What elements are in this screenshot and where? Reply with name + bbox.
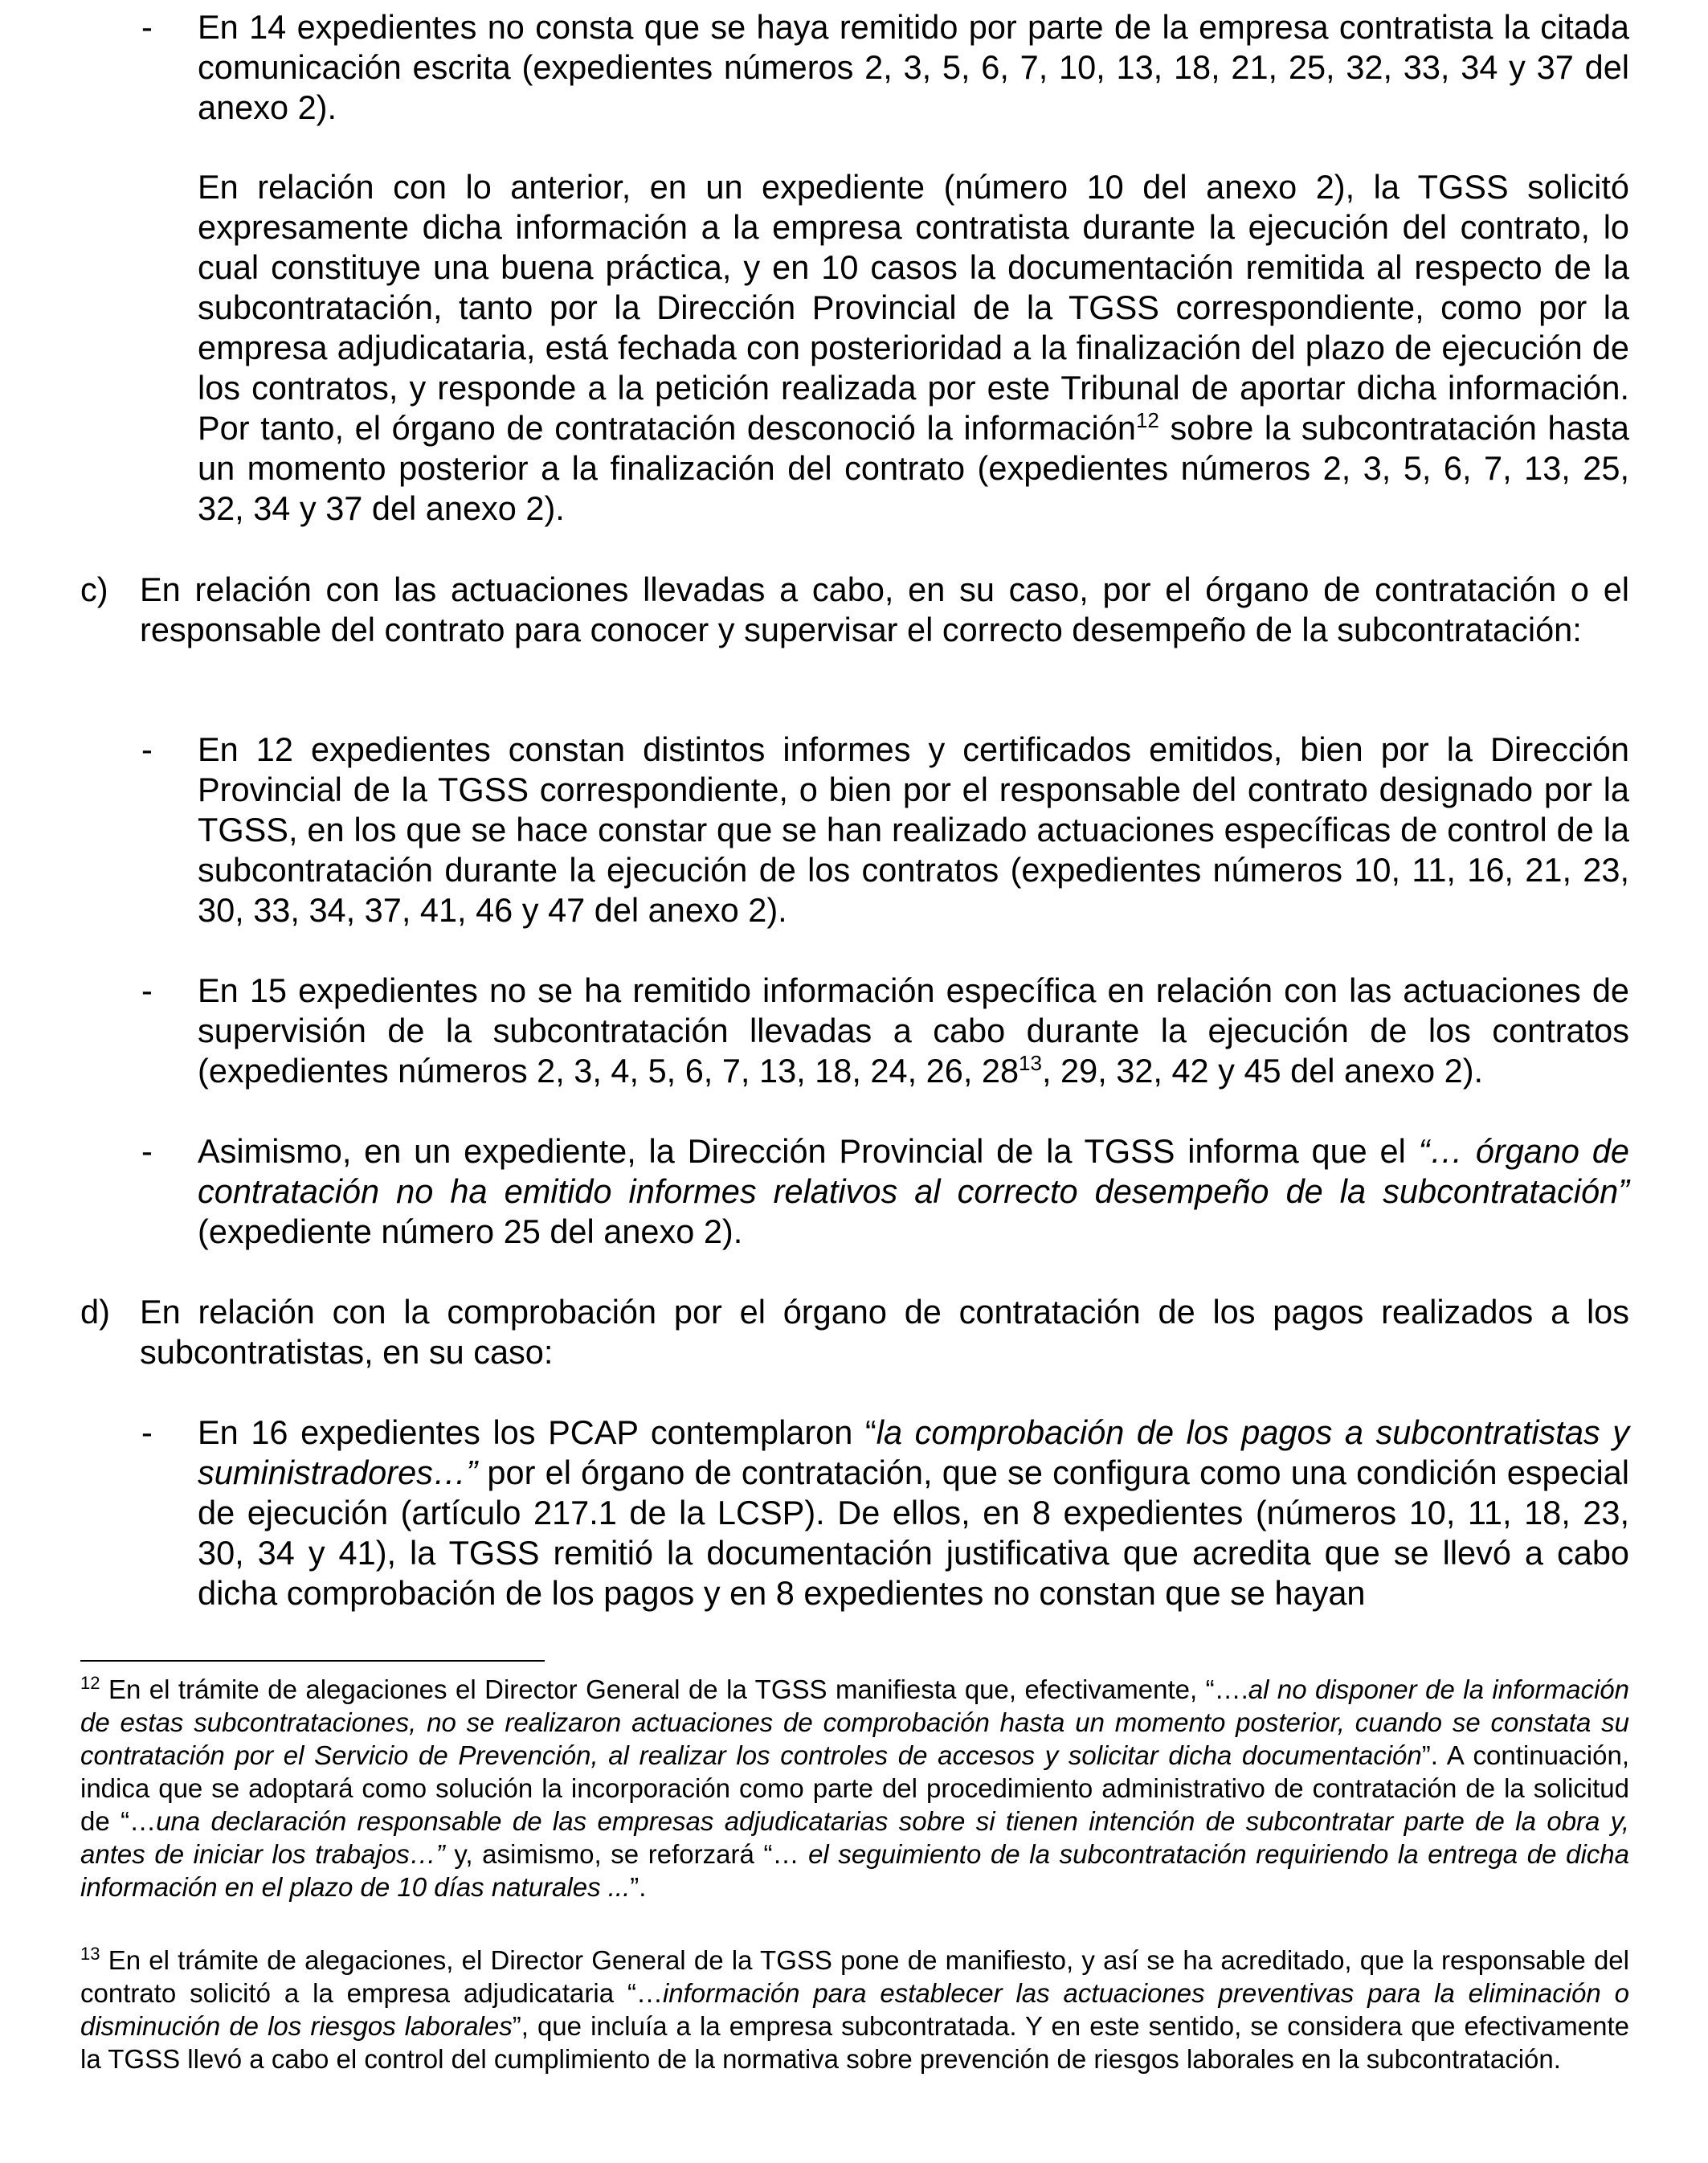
paragraph-text: En relación con la comprobación por el órgano de contratación de los pagos realizados a los subcontratistas, en su caso:: [140, 1293, 1629, 1371]
paragraph-c: [140, 570, 1629, 650]
dash-marker: -: [141, 1413, 153, 1451]
paragraph-b-continuation: [198, 167, 1629, 529]
document-page: [80, 0, 1629, 2163]
paragraph-b-dash-1: [198, 7, 1629, 128]
footnote-ref-13[interactable]: 13: [1019, 1051, 1042, 1076]
footnote-text: En el trámite de alegaciones el Director General de la TGSS manifiesta que, efectivamente, “….: [100, 1674, 1248, 1704]
list-marker-d: d): [80, 1293, 110, 1331]
dash-marker: -: [141, 730, 153, 768]
footnote-text: En el trámite de alegaciones, el Director General de la TGSS pone de manifiesto, y así se ha acreditado, que la responsable del contrato solicitó a la empresa adjudicataria “…: [80, 1945, 1629, 2008]
paragraph-text: En 16 expedientes los PCAP contemplaron “: [198, 1413, 876, 1451]
footnote-quote: el seguimiento de la subcontratación requiriendo la entrega de dicha información en el plazo de 10 días naturales ...: [80, 1839, 1630, 1902]
paragraph-text: En 15 expedientes no se ha remitido información específica en relación con las actuaciones de supervisión de la subcontratación llevadas a cabo durante la ejecución de los contratos (expedientes números 2, 3, 4, 5, 6, 7, 13, 18, 24, 26, 28: [198, 971, 1629, 1090]
list-marker-c: c): [80, 570, 108, 608]
footnote-quote: una declaración responsable de las empresas adjudicatarias sobre si tienen intención de subcontratar parte de la obra y, antes de iniciar los trabajos…”: [80, 1806, 1629, 1869]
paragraph-text: (expediente número 25 del anexo 2).: [198, 1212, 743, 1250]
quoted-text: la comprobación de los pagos a subcontratistas y suministradores…”: [198, 1413, 1629, 1491]
footnote-quote: información para establecer las actuaciones preventivas para la eliminación o disminución de los riesgos laborales: [80, 1978, 1629, 2041]
quoted-text: “… órgano de contratación no ha emitido informes relativos al correcto desempeño de la subcontratación”: [198, 1132, 1629, 1210]
footnote-ref-12[interactable]: 12: [1135, 408, 1159, 433]
paragraph-text: En relación con lo anterior, en un expediente (número 10 del anexo 2), la TGSS solicitó expresamente dicha información a la empresa contratista durante la ejecución del contrato, lo cual constituye una buena práctica, y en 10 casos la documentación remitida al respecto de la subcontratación, tanto por la Dirección Provincial de la TGSS correspondiente, como por la empresa adjudicataria, está fechada con posterioridad a la finalización del plazo de ejecución de los contratos, y responde a la petición realizada por este Tribunal de aportar dicha información. Por tanto, el órgano de contratación desconoció la información: [198, 168, 1629, 447]
footnote-12: [80, 1673, 1629, 1903]
dash-marker: -: [141, 1132, 153, 1170]
footnote-text: ”, que incluía a la empresa subcontratada. Y en este sentido, se considera que efectivamente la TGSS llevó a cabo el control del cumplimiento de la normativa sobre prevención de riesgos laborales en la subcontratación.: [80, 2011, 1629, 2074]
paragraph-d: [140, 1292, 1629, 1372]
footnote-text: ”. A continuación, indica que se adoptará como solución la incorporación como parte del procedimiento administrativo de contratación de la solicitud de “…: [80, 1740, 1629, 1836]
paragraph-text: sobre la subcontratación hasta un momento posterior a la finalización del contrato (expedientes números 2, 3, 5, 6, 7, 13, 25, 32, 34 y 37 del anexo 2).: [198, 409, 1629, 527]
paragraph-text: En 14 expedientes no consta que se haya remitido por parte de la empresa contratista la citada comunicación escrita (expedientes números 2, 3, 5, 6, 7, 10, 13, 18, 21, 25, 32, 33, 34 y 37 del anexo 2).: [198, 8, 1629, 126]
paragraph-text: , 29, 32, 42 y 45 del anexo 2).: [1041, 1052, 1484, 1090]
dash-marker: -: [141, 971, 153, 1009]
footnote-13: [80, 1944, 1629, 2075]
footnote-number: 13: [80, 1944, 100, 1964]
paragraph-text: En relación con las actuaciones llevadas a cabo, en su caso, por el órgano de contratación o el responsable del contrato para conocer y supervisar el correcto desempeño de la subcontratación:: [140, 570, 1629, 648]
paragraph-d-dash-1: [198, 1413, 1629, 1613]
footnote-quote: al no disponer de la información de estas subcontrataciones, no se realizaron actuaciones de comprobación hasta un momento posterior, cuando se constata su contratación por el Servicio de Prevención, al realizar los controles de accesos y solicitar dicha documentación: [80, 1674, 1629, 1770]
paragraph-c-dash-2: [198, 971, 1629, 1091]
footnote-text: ”.: [630, 1872, 647, 1902]
footnote-separator: [80, 1660, 545, 1662]
footnote-text: y, asimismo, se reforzará “…: [444, 1839, 809, 1869]
dash-marker: -: [141, 8, 153, 46]
paragraph-c-dash-3: [198, 1131, 1629, 1252]
footnote-number: 12: [80, 1673, 100, 1693]
paragraph-text: por el órgano de contratación, que se configura como una condición especial de ejecución (artículo 217.1 de la LCSP). De ellos, en 8 expedientes (números 10, 11, 18, 23, 30, 34 y 41), la TGSS remitió la documentación justificativa que acredita que se llevó a cabo dicha comprobación de los pagos y en 8 expedientes no constan que se hayan: [198, 1454, 1629, 1612]
paragraph-text: En 12 expedientes constan distintos informes y certificados emitidos, bien por la Dirección Provincial de la TGSS correspondiente, o bien por el responsable del contrato designado por la TGSS, en los que se hace constar que se han realizado actuaciones específicas de control de la subcontratación durante la ejecución de los contratos (expedientes números 10, 11, 16, 21, 23, 30, 33, 34, 37, 41, 46 y 47 del anexo 2).: [198, 730, 1629, 929]
paragraph-c-dash-1: [198, 730, 1629, 930]
paragraph-text: Asimismo, en un expediente, la Dirección Provincial de la TGSS informa que el: [198, 1132, 1419, 1170]
